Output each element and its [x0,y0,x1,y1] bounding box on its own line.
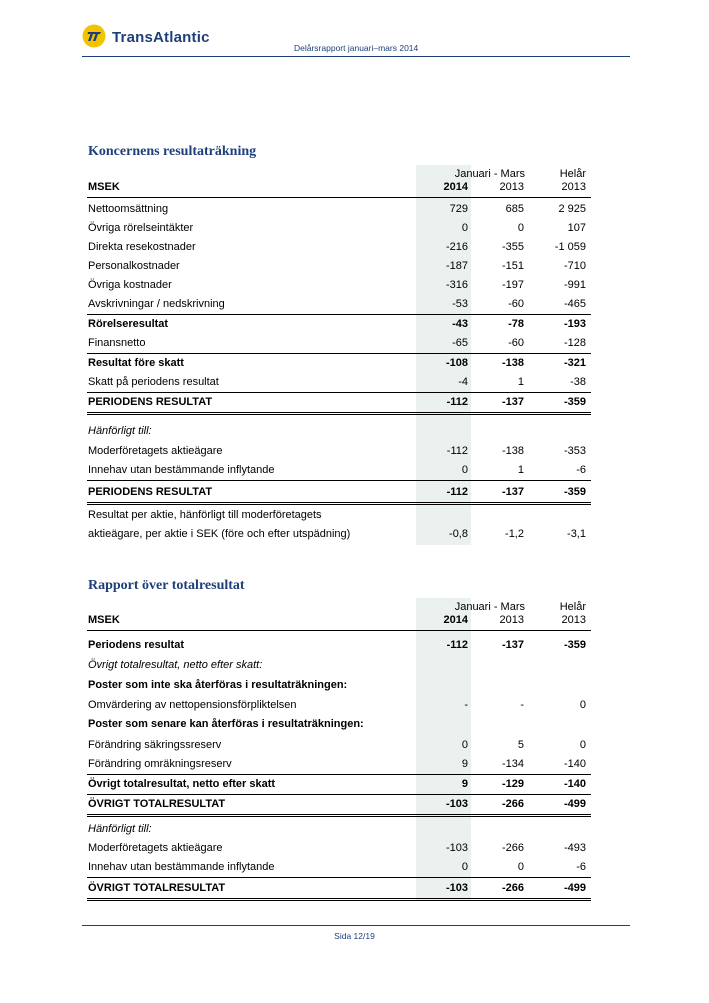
value-helar: -710 [563,260,586,272]
table-row [87,295,591,315]
value-helar: -140 [563,758,586,770]
value-helar: -128 [563,337,586,349]
value-2014: 9 [461,758,468,770]
row-label: ÖVRIGT TOTALRESULTAT [88,882,226,894]
value-2014: -53 [452,298,468,310]
footer-divider [82,925,630,926]
value-helar: -359 [563,396,586,408]
table-row [87,461,591,481]
value-2013: 1 [517,464,524,476]
row-label: Övriga kostnader [88,279,172,291]
value-2014: 0 [461,222,468,234]
value-2014: -103 [445,842,468,854]
value-2013: 1 [517,376,524,388]
value-helar: -499 [563,798,586,810]
value-2013: 0 [517,861,524,873]
col-helar-2013: 2013 [561,181,586,193]
value-helar: -499 [563,882,586,894]
row-label: Skatt på periodens resultat [88,376,219,388]
table-row [87,334,591,354]
value-helar: 0 [579,739,586,751]
value-2014: -316 [445,279,468,291]
table-row [87,238,591,257]
value-helar: -38 [570,376,586,388]
col-2014: 2014 [443,181,468,193]
table-row [87,219,591,238]
row-label: Innehav utan bestämmande inflytande [88,464,275,476]
fullyear-label: Helår [559,601,586,613]
table-row [87,525,591,544]
value-2014: -4 [458,376,468,388]
value-2013: -355 [501,241,524,253]
page-header [82,24,630,58]
value-helar: -493 [563,842,586,854]
table-row-subtotal [87,354,591,373]
value-helar: -359 [563,639,586,651]
value-2014: -187 [445,260,468,272]
table-row [87,636,591,655]
value-helar: -193 [563,318,586,330]
col-helar-2013: 2013 [561,614,586,626]
value-2013: 685 [505,203,524,215]
table-row-caption [87,656,591,675]
row-label: Moderföretagets aktieägare [88,842,223,854]
value-2014: -108 [445,357,468,369]
fullyear-label: Helår [559,168,586,180]
row-label: Nettoomsättning [88,203,169,215]
unit-label: MSEK [88,614,120,626]
table-row-caption [87,715,591,734]
value-2014: -112 [446,639,468,651]
row-label: Personalkostnader [88,260,180,272]
row-label: Övrigt totalresultat, netto efter skatt: [88,659,263,671]
value-helar: -6 [576,861,586,873]
table-row-caption [87,422,591,441]
value-2014: 0 [461,739,468,751]
row-label: Övriga rörelseintäkter [88,222,194,234]
row-label: PERIODENS RESULTAT [88,486,213,498]
table-row-total [87,393,591,415]
value-helar: -465 [563,298,586,310]
value-2013: - [520,699,524,711]
table-row [87,442,591,461]
report-subtitle: Delårsrapport januari–mars 2014 [294,43,419,53]
table-row [87,506,591,525]
row-label: Resultat per aktie, hänförligt till moderföretagets [88,509,322,521]
transatlantic-logo-icon [82,24,106,48]
value-2013: -78 [508,318,524,330]
table-row-caption [87,820,591,839]
row-label: Poster som inte ska återföras i resultaträkningen: [88,679,348,691]
table-row-total [87,483,591,505]
value-2013: -137 [501,486,524,498]
table-row [87,373,591,393]
table-row-caption [87,676,591,695]
value-2014: 0 [461,861,468,873]
value-2013: -138 [501,357,524,369]
value-helar: -1 059 [554,241,586,253]
value-2014: -43 [452,318,468,330]
row-label: Hänförligt till: [88,823,152,835]
value-2014: -112 [446,486,468,498]
value-2013: -1,2 [505,528,524,540]
comprehensive-income-table [87,598,591,900]
table-row [87,696,591,715]
col-2014: 2014 [443,614,468,626]
row-label: Avskrivningar / nedskrivning [88,298,225,310]
table-row-total [87,795,591,817]
row-label: ÖVRIGT TOTALRESULTAT [88,798,226,810]
table-row-subtotal [87,775,591,795]
table-row-subtotal [87,315,591,334]
value-2013: -266 [501,882,524,894]
value-2013: 5 [517,739,524,751]
value-helar: 107 [567,222,586,234]
value-2013: -134 [501,758,524,770]
brand-name: TransAtlantic [112,29,210,46]
table-row [87,755,591,775]
table-row [87,858,591,878]
value-helar: -991 [563,279,586,291]
row-label: Förändring säkringssreserv [88,739,222,751]
value-2014: - [464,699,468,711]
page-number: Sida 12/19 [334,931,375,941]
row-label: PERIODENS RESULTAT [88,396,213,408]
period-label: Januari - Mars [454,168,525,180]
value-2014: -112 [446,445,468,457]
value-2013: -129 [501,778,524,790]
period-label: Januari - Mars [454,601,525,613]
value-2014: -216 [445,241,468,253]
value-2013: 0 [517,222,524,234]
value-2014: -0,8 [449,528,468,540]
table-row [87,200,591,219]
value-2013: -137 [501,396,524,408]
section-title-income-statement: Koncernens resultaträkning [88,144,257,159]
value-2013: -151 [501,260,524,272]
row-label: Rörelseresultat [88,318,169,330]
section-title-comprehensive-income: Rapport över totalresultat [88,578,245,593]
value-2014: -103 [445,882,468,894]
value-2014: -112 [446,396,468,408]
value-2013: -137 [501,639,524,651]
header-row-years [87,611,591,631]
row-label: Moderföretagets aktieägare [88,445,223,457]
value-2014: 9 [461,778,468,790]
value-2013: -266 [501,798,524,810]
row-label: Resultat före skatt [88,357,184,369]
row-label: Direkta resekostnader [88,241,196,253]
row-label: Omvärdering av nettopensionsförpliktelsen [88,699,297,711]
value-helar: -140 [563,778,586,790]
value-helar: -321 [563,357,586,369]
income-statement-table [87,165,591,545]
value-helar: -3,1 [567,528,586,540]
value-2014: 0 [461,464,468,476]
value-2014: -65 [452,337,468,349]
value-helar: -6 [576,464,586,476]
value-2013: -60 [508,298,524,310]
value-helar: 2 925 [558,203,586,215]
unit-label: MSEK [88,181,120,193]
value-2013: -266 [501,842,524,854]
row-label: Poster som senare kan återföras i resultaträkningen: [88,718,364,730]
table-row [87,276,591,295]
value-2013: -60 [508,337,524,349]
table-row [87,839,591,858]
row-label: Hänförligt till: [88,425,152,437]
value-helar: -353 [563,445,586,457]
row-label: aktieägare, per aktie i SEK (före och efter utspädning) [88,528,351,540]
value-helar: -359 [563,486,586,498]
value-2013: -197 [501,279,524,291]
table-row [87,257,591,276]
table-row [87,736,591,755]
row-label: Innehav utan bestämmande inflytande [88,861,275,873]
header-row-years [87,178,591,198]
row-label: Finansnetto [88,337,146,349]
row-label: Förändring omräkningsreserv [88,758,232,770]
value-helar: 0 [579,699,586,711]
value-2013: -138 [501,445,524,457]
row-label: Övrigt totalresultat, netto efter skatt [88,778,276,790]
value-2014: -103 [445,798,468,810]
col-2013: 2013 [499,181,524,193]
row-label: Periodens resultat [88,639,184,651]
table-row-total [87,879,591,901]
header-divider [82,56,630,57]
value-2014: 729 [449,203,468,215]
col-2013: 2013 [499,614,524,626]
